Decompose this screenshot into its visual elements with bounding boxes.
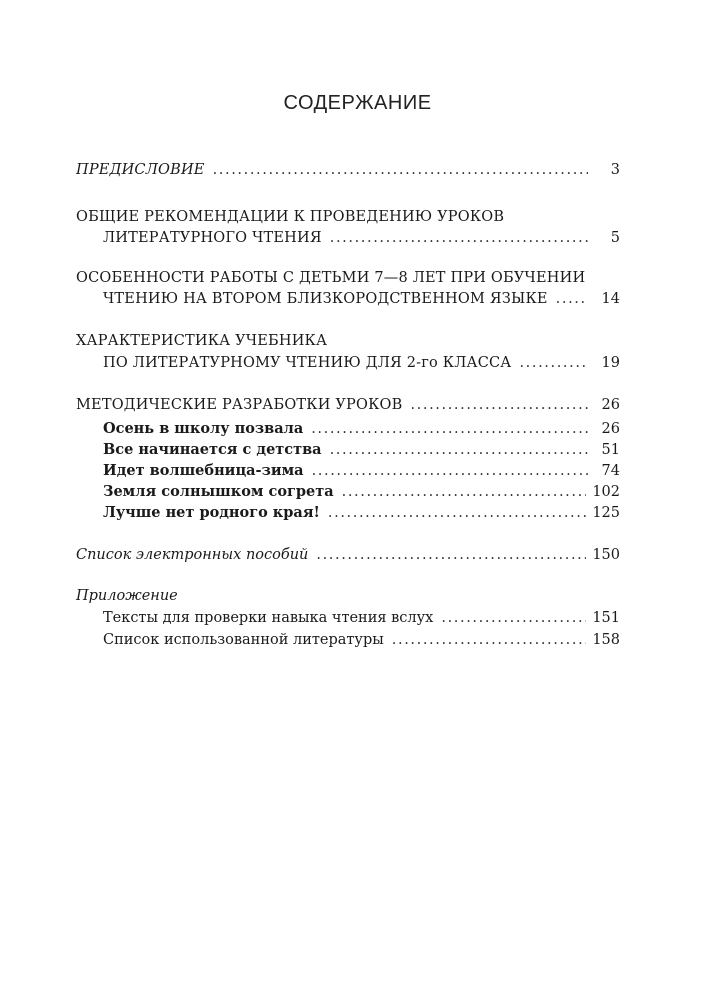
toc-entry-label: Тексты для проверки навыка чтения вслух	[103, 610, 434, 626]
toc-entry-label: ХАРАКТЕРИСТИКА УЧЕБНИКА	[76, 333, 328, 349]
toc-page-number: 51	[601, 442, 620, 458]
dot-leader	[519, 353, 588, 373]
toc-entry-general-line2[interactable]	[103, 228, 620, 248]
toc-entry-appendix-item[interactable]	[103, 630, 620, 650]
toc-page-number: 14	[601, 291, 620, 307]
toc-entry-lesson[interactable]	[103, 461, 620, 481]
toc-entry-preface[interactable]	[76, 160, 620, 180]
dot-leader	[312, 461, 588, 481]
toc-entry-appendix-item[interactable]	[103, 608, 620, 628]
toc-page-number: 102	[592, 484, 620, 500]
dot-leader	[213, 160, 588, 180]
toc-entry-lesson[interactable]	[103, 482, 620, 502]
toc-entry-lesson[interactable]	[103, 503, 620, 523]
toc-page-number: 3	[610, 162, 620, 178]
toc-entry-label: ПРЕДИСЛОВИЕ	[76, 162, 205, 178]
toc-entry-label: ОБЩИЕ РЕКОМЕНДАЦИИ К ПРОВЕДЕНИЮ УРОКОВ	[76, 209, 505, 225]
dot-leader	[342, 482, 587, 502]
dot-leader	[392, 630, 587, 650]
toc-entry-features-line1[interactable]	[76, 268, 620, 288]
toc-page-number: 151	[592, 610, 620, 626]
toc-entry-label: ПО ЛИТЕРАТУРНОМУ ЧТЕНИЮ ДЛЯ 2-го КЛАССА	[103, 355, 512, 371]
toc-entry-label: Все начинается с детства	[103, 441, 322, 458]
toc-entry-label: Список электронных пособий	[76, 547, 309, 563]
dot-leader	[330, 228, 588, 248]
toc-entry-label: ЧТЕНИЮ НА ВТОРОМ БЛИЗКОРОДСТВЕННОМ ЯЗЫКЕ	[103, 291, 548, 307]
page-title: СОДЕРЖАНИЕ	[283, 92, 432, 114]
dot-leader	[556, 289, 588, 309]
toc-page-number: 5	[610, 230, 620, 246]
toc-entry-label: Идет волшебница-зима	[103, 462, 304, 479]
toc-entry-features-line2[interactable]	[103, 289, 620, 309]
toc-entry-label: Лучше нет родного края!	[103, 504, 320, 521]
toc-page-number: 19	[601, 355, 620, 371]
toc-page-number: 125	[592, 505, 620, 521]
toc-page-number: 26	[601, 421, 620, 437]
toc-page-number: 158	[592, 632, 620, 648]
dot-leader	[328, 503, 586, 523]
toc-section-heading: Приложение	[76, 588, 178, 604]
toc-entry-label: Осень в школу позвала	[103, 420, 304, 437]
dot-leader	[441, 608, 586, 628]
toc-page-number: 26	[601, 397, 620, 413]
toc-appendix-heading	[76, 586, 620, 606]
toc-entry-methods[interactable]	[76, 395, 620, 415]
toc-entry-general-line1[interactable]	[76, 207, 620, 227]
toc-entry-lesson[interactable]	[103, 440, 620, 460]
dot-leader	[316, 545, 586, 565]
toc-entry-textbook-line1[interactable]	[76, 331, 620, 351]
toc-entry-textbook-line2[interactable]	[103, 353, 620, 373]
toc-entry-label: Список использованной литературы	[103, 632, 384, 648]
toc-entry-lesson[interactable]	[103, 419, 620, 439]
dot-leader	[410, 395, 588, 415]
toc-entry-label: Земля солнышком согрета	[103, 483, 334, 500]
dot-leader	[330, 440, 588, 460]
toc-page-number: 74	[601, 463, 620, 479]
toc-entry-electronic[interactable]	[76, 545, 620, 565]
toc-entry-label: МЕТОДИЧЕСКИЕ РАЗРАБОТКИ УРОКОВ	[76, 397, 403, 413]
toc-page-number: 150	[592, 547, 620, 563]
dot-leader	[311, 419, 588, 439]
toc-entry-label: ЛИТЕРАТУРНОГО ЧТЕНИЯ	[103, 230, 322, 246]
toc-entry-label: ОСОБЕННОСТИ РАБОТЫ С ДЕТЬМИ 7—8 ЛЕТ ПРИ ОБУЧЕНИИ	[76, 270, 586, 286]
